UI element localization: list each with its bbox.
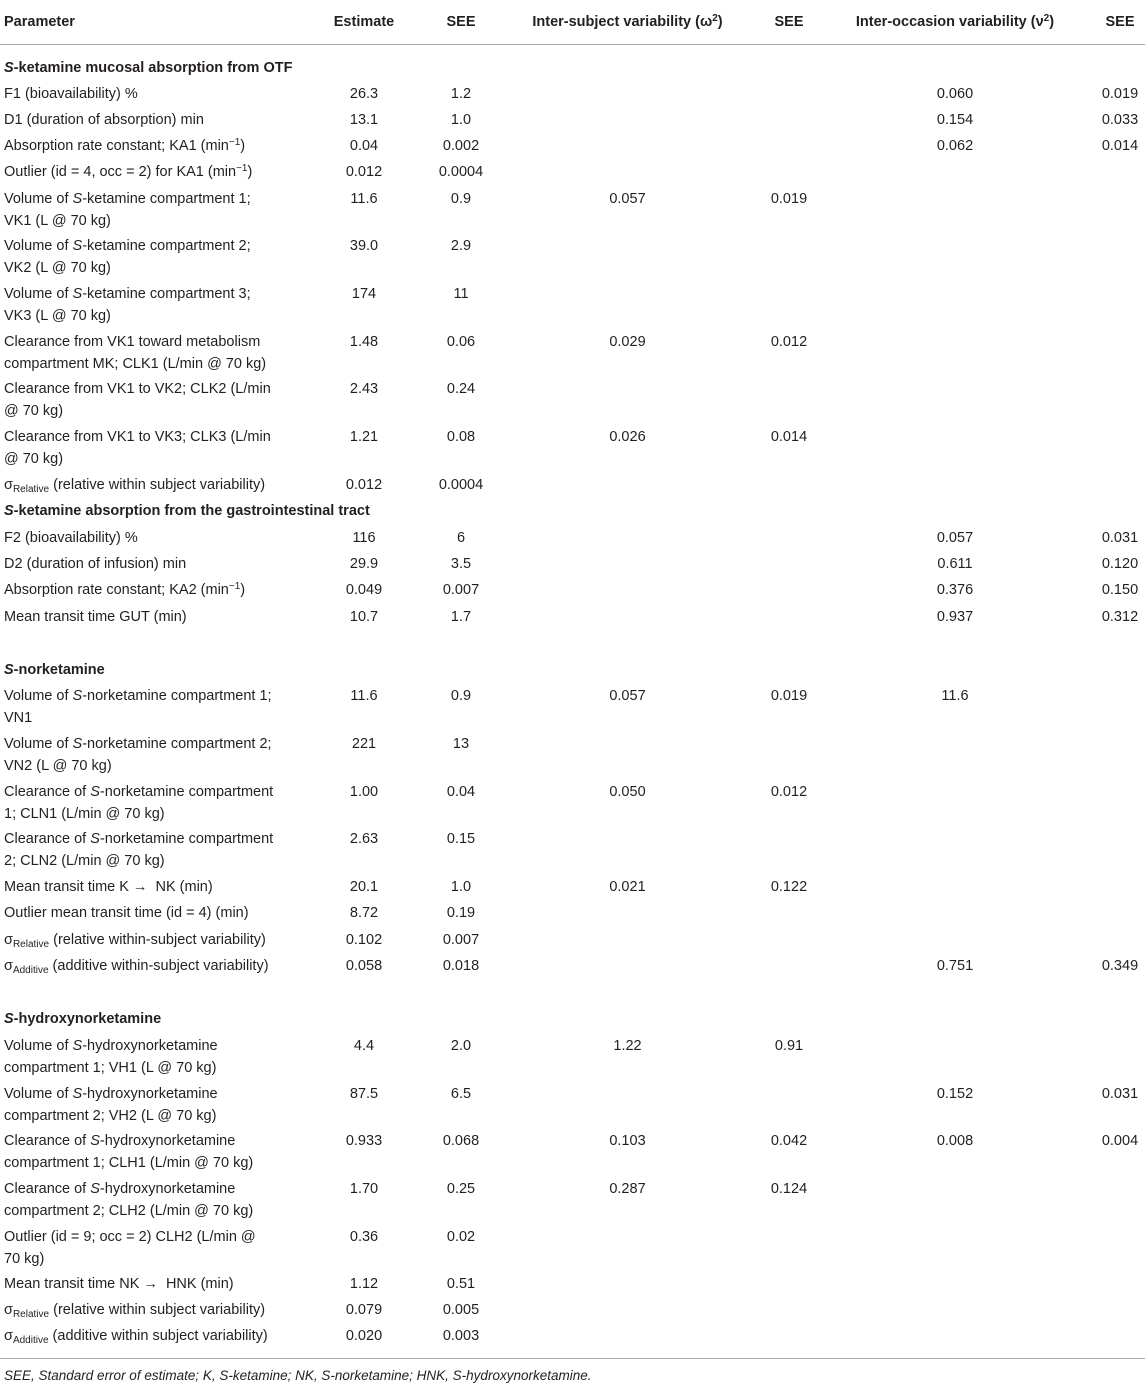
cell-iov: 0.152 [936,1086,974,1102]
header-rule [0,44,1145,45]
cell-estimate: 39.0 [349,238,379,254]
cell-parameter: Clearance of S-norketamine compartment 2; CLN2 (L/min @ 70 kg) [4,831,274,869]
cell-estimate: 2.43 [349,381,379,397]
cell-estimate: 10.7 [349,609,379,625]
cell-see: 0.007 [442,582,480,598]
cell-estimate: 116 [352,530,376,546]
cell-isv-see: 0.012 [770,334,808,350]
cell-parameter: Mean transit time NK → HNK (min) [4,1276,234,1292]
cell-parameter: Clearance of S-hydroxynorketamine compartment 1; CLH1 (L/min @ 70 kg) [4,1133,254,1171]
header-iov: Inter-occasion variability $(\nu^2)$ [855,13,1055,30]
cell-parameter: Volume of S-ketamine compartment 1; VK1 (L @ 70 kg) [4,191,251,229]
cell-isv-see: 0.91 [774,1038,804,1054]
cell-isv: 1.22 [613,1038,642,1054]
cell-iov-see: 0.014 [1101,138,1139,154]
header-isv: Inter-subject variability $(\omega^2)$ [532,13,723,30]
cell-isv: 0.287 [609,1181,646,1197]
cell-isv: 0.103 [609,1133,646,1149]
cell-estimate: 0.079 [345,1302,383,1318]
cell-see: 11 [453,286,469,302]
header-see: SEE [446,14,476,30]
cell-iov: 0.008 [936,1133,974,1149]
cell-estimate: 4.4 [353,1038,375,1054]
cell-estimate: 2.63 [349,831,379,847]
cell-see: 0.19 [446,905,476,921]
cell-see: 0.51 [446,1276,476,1292]
cell-see: 0.25 [446,1181,476,1197]
cell-estimate: 87.5 [349,1086,379,1102]
cell-see: 0.018 [442,958,480,974]
cell-estimate: 221 [351,736,377,752]
cell-see: 3.5 [450,556,472,572]
cell-see: 1.0 [450,112,472,128]
cell-parameter: D2 (duration of infusion) min [4,556,187,572]
cell-see: 0.068 [442,1133,480,1149]
cell-parameter: Mean transit time K → NK (min) [4,879,213,895]
cell-parameter: Clearance of S-hydroxynorketamine compartment 2; CLH2 (L/min @ 70 kg) [4,1181,254,1219]
cell-isv: 0.029 [609,334,646,350]
cell-parameter: Mean transit time GUT (min) [4,609,187,625]
cell-parameter: S-ketamine absorption from the gastrointestinal tract [4,503,370,519]
cell-parameter: Clearance from VK1 toward metabolism compartment MK; CLK1 (L/min @ 70 kg) [4,334,267,372]
cell-parameter: $\sigma_{Additive}$ (additive within subject variability) [4,1328,268,1346]
cell-estimate: 174 [351,286,377,302]
cell-parameter: Volume of S-hydroxynorketamine compartment 2; VH2 (L @ 70 kg) [4,1086,218,1124]
cell-estimate: 0.933 [345,1133,383,1149]
cell-iov: 0.751 [936,958,974,974]
cell-iov: 0.611 [937,556,973,572]
cell-estimate: 0.012 [345,164,383,180]
cell-iov-see: 0.349 [1101,958,1139,974]
cell-iov: 0.154 [936,112,974,128]
cell-estimate: 0.058 [345,958,383,974]
cell-estimate: 0.04 [349,138,379,154]
cell-iov-see: 0.031 [1101,530,1139,546]
cell-parameter: Volume of S-hydroxynorketamine compartment 1; VH1 (L @ 70 kg) [4,1038,218,1076]
cell-see: 1.2 [450,86,472,102]
cell-see: 0.9 [450,191,472,207]
cell-see: 0.15 [446,831,476,847]
cell-see: 0.005 [442,1302,480,1318]
cell-parameter: Outlier (id = 9; occ = 2) CLH2 (L/min @ 70 kg) [4,1229,256,1267]
cell-iov: 0.376 [936,582,974,598]
cell-see: 1.7 [450,609,472,625]
cell-parameter: Outlier (id = 4, occ = 2) for KA1 $(\min^{-1})$ [4,163,253,180]
cell-isv-see: 0.122 [770,879,808,895]
cell-isv-see: 0.019 [770,191,808,207]
cell-estimate: 0.102 [345,932,383,948]
cell-estimate: 1.70 [349,1181,379,1197]
cell-isv: 0.057 [609,688,646,704]
cell-parameter: Clearance from VK1 to VK2; CLK2 (L/min @ 70 kg) [4,381,271,419]
cell-estimate: 29.9 [349,556,379,572]
cell-see: 6.5 [450,1086,472,1102]
cell-iov: 0.060 [936,86,974,102]
cell-see: 0.003 [442,1328,480,1344]
table-footnote: SEE, Standard error of estimate; K, S-ketamine; NK, S-norketamine; HNK, S-hydroxynorketamine. [4,1368,592,1383]
cell-parameter: Volume of S-norketamine compartment 1; VN1 [4,688,272,726]
cell-isv: 0.050 [609,784,646,800]
cell-isv-see: 0.014 [770,429,808,445]
cell-estimate: 1.00 [349,784,379,800]
cell-estimate: 11.6 [350,191,378,207]
cell-iov: 0.057 [936,530,974,546]
cell-parameter: D1 (duration of absorption) min [4,112,204,128]
cell-estimate: 0.049 [345,582,383,598]
cell-isv: 0.026 [609,429,646,445]
cell-see: 0.06 [446,334,476,350]
cell-parameter: $\sigma_{Relative}$ (relative within-subject variability) [4,932,266,950]
cell-see: 0.0004 [438,477,484,493]
cell-iov-see: 0.004 [1101,1133,1139,1149]
cell-see: 1.0 [450,879,472,895]
cell-isv: 0.021 [609,879,646,895]
cell-see: 0.9 [450,688,472,704]
cell-iov-see: 0.033 [1101,112,1139,128]
cell-see: 0.002 [442,138,480,154]
cell-iov-see: 0.120 [1101,556,1139,572]
cell-parameter: S-hydroxynorketamine [4,1011,162,1027]
cell-estimate: 1.21 [349,429,379,445]
cell-parameter: F1 (bioavailability) % [4,86,138,102]
cell-see: 0.24 [446,381,476,397]
cell-parameter: $\sigma_{Relative}$ (relative within subject variability) [4,477,266,495]
cell-see: 6 [456,530,466,546]
cell-isv: 0.057 [609,191,646,207]
cell-iov-see: 0.150 [1101,582,1139,598]
cell-estimate: 8.72 [349,905,379,921]
cell-isv-see: 0.012 [770,784,808,800]
cell-parameter: Clearance from VK1 to VK3; CLK3 (L/min @ 70 kg) [4,429,271,467]
cell-isv-see: 0.042 [770,1133,808,1149]
cell-see: 0.08 [446,429,476,445]
cell-isv-see: 0.124 [770,1181,808,1197]
cell-estimate: 1.12 [349,1276,379,1292]
cell-iov: 0.937 [936,609,974,625]
cell-parameter: Clearance of S-norketamine compartment 1; CLN1 (L/min @ 70 kg) [4,784,274,822]
cell-estimate: 20.1 [349,879,379,895]
cell-see: 0.007 [442,932,480,948]
cell-parameter: Absorption rate constant; KA2 $(\min^{-1})$ [4,581,246,598]
cell-parameter: S-ketamine mucosal absorption from OTF [4,60,293,76]
header-iov-see: SEE [1105,14,1135,30]
cell-parameter: $\sigma_{Additive}$ (additive within-subject variability) [4,958,269,976]
cell-see: 2.9 [450,238,472,254]
cell-parameter: Volume of S-norketamine compartment 2; VN2 (L @ 70 kg) [4,736,272,774]
cell-iov: 0.062 [936,138,974,154]
cell-parameter: Outlier mean transit time (id = 4) (min) [4,905,249,921]
cell-parameter: S-norketamine [4,662,105,678]
cell-iov: 11.6 [941,688,969,704]
cell-estimate: 0.36 [349,1229,379,1245]
cell-see: 2.0 [450,1038,472,1054]
cell-see: 0.0004 [438,164,484,180]
cell-iov-see: 0.031 [1101,1086,1139,1102]
cell-estimate: 26.3 [349,86,379,102]
cell-estimate: 1.48 [349,334,379,350]
cell-see: 0.04 [446,784,476,800]
cell-iov-see: 0.019 [1101,86,1139,102]
cell-parameter: $\sigma_{Relative}$ (relative within subject variability) [4,1302,266,1320]
cell-see: 13 [452,736,470,752]
cell-iov-see: 0.312 [1101,609,1139,625]
cell-estimate: 0.020 [345,1328,383,1344]
cell-parameter: Volume of S-ketamine compartment 3; VK3 (L @ 70 kg) [4,286,251,324]
cell-estimate: 0.012 [345,477,383,493]
cell-parameter: Volume of S-ketamine compartment 2; VK2 (L @ 70 kg) [4,238,251,276]
cell-estimate: 13.1 [349,112,379,128]
cell-isv-see: 0.019 [770,688,808,704]
header-isv-see: SEE [774,14,804,30]
cell-parameter: Absorption rate constant; KA1 $(\min^{-1})$ [4,137,246,154]
bottom-rule [0,1358,1145,1359]
cell-estimate: 11.6 [350,688,378,704]
header-parameter: Parameter [4,14,75,30]
header-estimate: Estimate [333,14,395,30]
cell-see: 0.02 [446,1229,476,1245]
cell-parameter: F2 (bioavailability) % [4,530,138,546]
